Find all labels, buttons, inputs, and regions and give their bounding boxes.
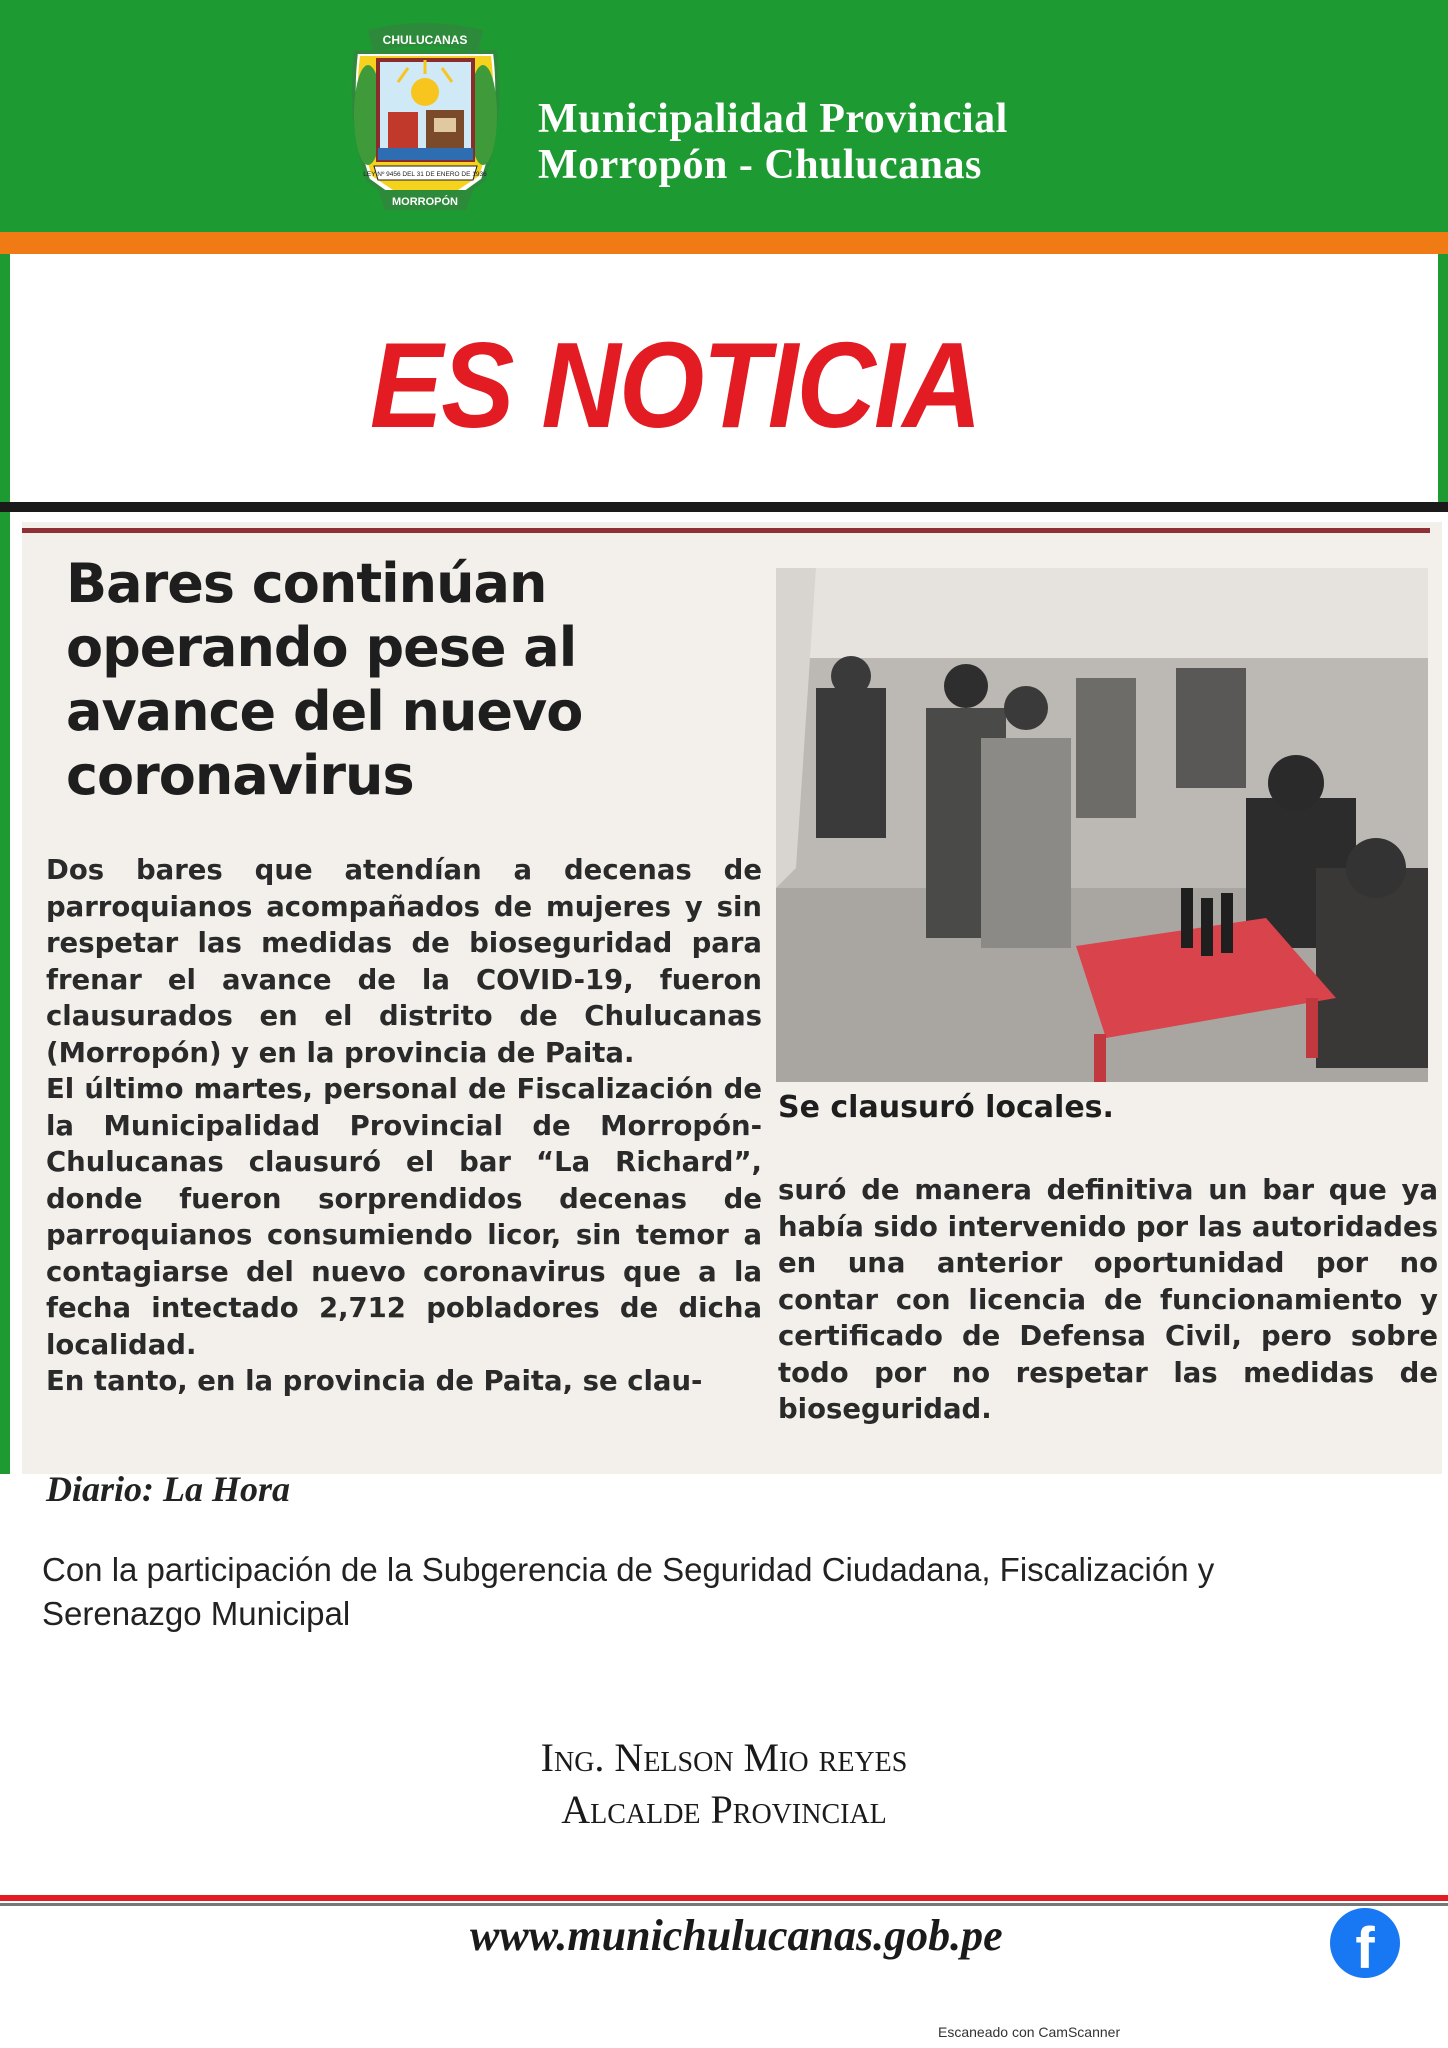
article-paragraph: En tanto, en la provincia de Paita, se clau-	[46, 1365, 703, 1397]
emblem-bottom-text: MORROPÓN	[392, 196, 458, 208]
article-continuation: suró de manera definitiva un bar que ya había sido intervenido por las autoridades en una anterior oportunidad por no contar con licencia de funcionamiento y certificado de Defensa Civil, pero sobre todo por no respetar las medidas de bioseguridad.	[778, 1174, 1438, 1425]
org-name-line2: Morropón - Chulucanas	[538, 142, 982, 188]
newspaper-clipping	[22, 522, 1442, 1474]
scanner-watermark: Escaneado con CamScanner	[938, 2024, 1121, 2040]
org-name-line1: Municipalidad Provincial	[538, 96, 1008, 142]
red-divider	[0, 1895, 1448, 1901]
black-divider	[0, 502, 1448, 512]
grey-divider	[0, 1903, 1448, 1906]
emblem-banner-text: LEY Nº 9456 DEL 31 DE ENERO DE 1936	[363, 171, 487, 178]
organization-name	[538, 96, 1008, 188]
article-paragraph: Dos bares que atendían a decenas de parroquianos acompañados de mujeres y sin respetar las medidas de bioseguridad para frenar el avance de la COVID-19, fueron clausurados en el distrito de Chulucanas (Morropón) y en la provincia de Paita.	[46, 854, 762, 1069]
clipping-top-rule	[22, 528, 1430, 533]
right-frame-bar	[1438, 254, 1448, 504]
signature-block	[0, 1732, 1448, 1836]
signature-role: Alcalde Provincial	[561, 1787, 887, 1832]
signature-name: Ing. Nelson Mio reyes	[540, 1735, 908, 1780]
credits-text: Con la participación de la Subgerencia de Seguridad Ciudadana, Fiscalización y Serenazgo Municipal	[42, 1551, 1215, 1632]
article-title: Bares continúan operando pese al avance del nuevo coronavirus	[66, 552, 583, 807]
website-link[interactable]: www.munichulucanas.gob.pe	[470, 1911, 1003, 1960]
orange-stripe	[0, 232, 1448, 254]
municipal-emblem-icon	[338, 20, 513, 220]
headline: ES NOTICIA	[369, 317, 981, 453]
photo-caption: Se clausuró locales.	[778, 1090, 1114, 1125]
emblem-top-text: CHULUCANAS	[382, 33, 468, 47]
article-body	[46, 852, 762, 1400]
article-photo	[776, 568, 1428, 1082]
source-label: Diario: La Hora	[46, 1469, 291, 1509]
header-band	[0, 0, 1448, 232]
facebook-icon[interactable]: f	[1330, 1908, 1400, 1978]
article-paragraph: El último martes, personal de Fiscalización de la Municipalidad Provincial de Morropón-Chulucanas clausuró el bar “La Richard”, donde fueron sorprendidos decenas de parroquianos consumiendo licor, sin temor a contagiarse del nuevo coronavirus que a la fecha intectado 2,712 pobladores de dicha localidad.	[46, 1073, 762, 1361]
